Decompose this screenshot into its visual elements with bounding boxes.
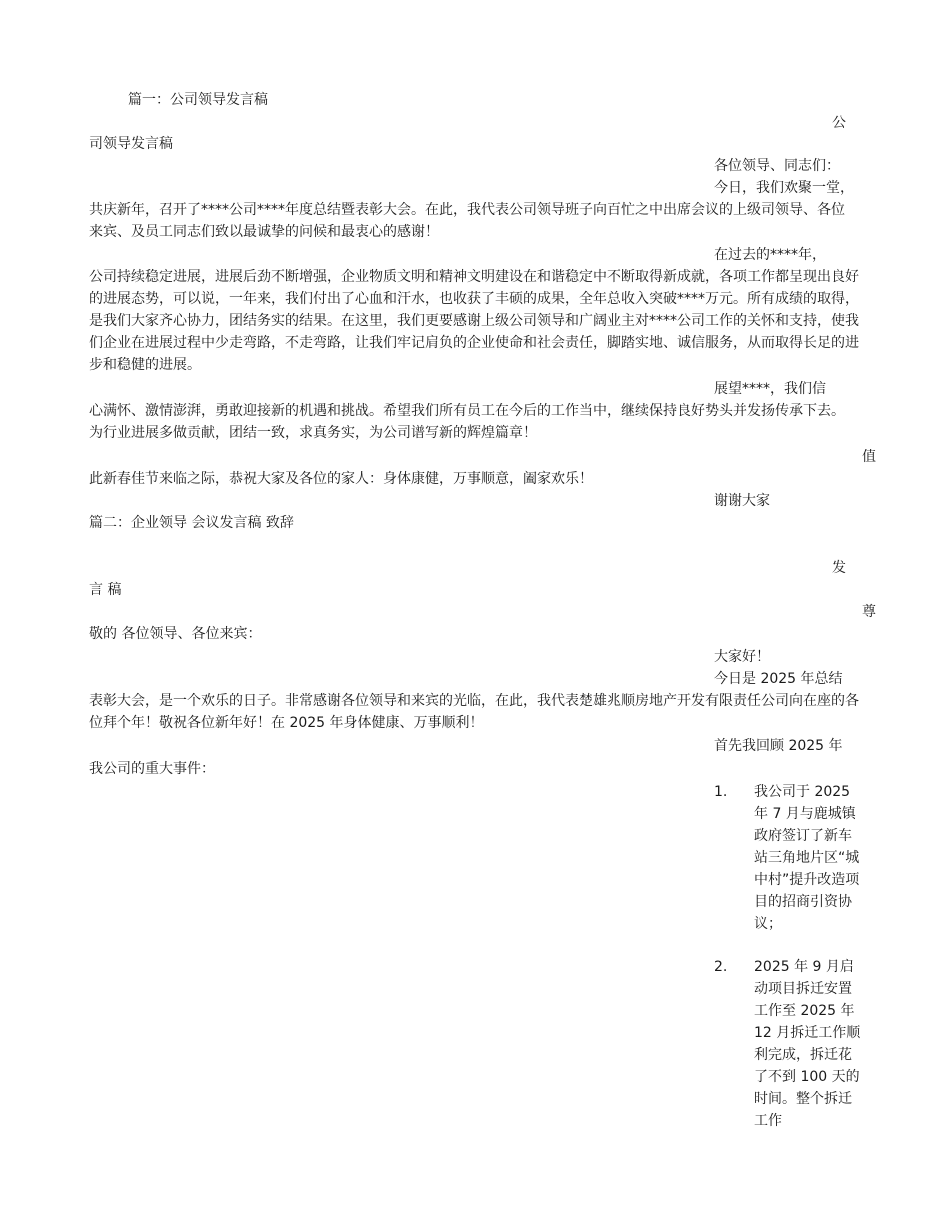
section2-title: 篇二：企业领导 会议发言稿 致辞 [89, 515, 294, 531]
section1-salutation: 各位领导、同志们： [714, 158, 840, 174]
section1-p1-start: 今日，我们欢聚一堂， [714, 180, 854, 196]
section1-p3-body: 心满怀、激情澎湃，勇敢迎接新的机遇和挑战。希望我们所有员工在今后的工作当中，继续保持良好势头并发扬传承下去。为行业进展多做贡献，团结一致，求真务实，为公司谱写新的辉煌篇章！ [89, 403, 845, 441]
list-item-number: 1. [714, 784, 728, 800]
section1-p4-start: 值 [862, 449, 876, 465]
section1-p3-start: 展望****，我们信 [714, 381, 826, 397]
section1-heading-part2: 司领导发言稿 [89, 136, 173, 152]
section1-p1-body: 共庆新年，召开了****公司****年度总结暨表彰大会。在此，我代表公司领导班子向百忙之中出席会议的上级司领导、各位来宾、及员工同志们致以最诚挚的问候和最衷心的感谢！ [89, 202, 845, 240]
section2-salutation-part1: 尊 [862, 604, 876, 620]
section2-greeting: 大家好！ [714, 649, 770, 665]
section1-p4-body: 此新春佳节来临之际，恭祝大家及各位的家人：身体康健，万事顺意，阖家欢乐！ [89, 471, 593, 487]
section2-salutation-part2: 敬的 各位领导、各位来宾： [89, 626, 262, 642]
list-item-number: 2. [714, 959, 728, 975]
section2-p1-start: 今日是 2025 年总结 [714, 671, 843, 687]
section1-title: 篇一：公司领导发言稿 [128, 92, 268, 108]
section2-p2-body: 我公司的重大事件： [89, 761, 215, 777]
section2-p2-start: 首先我回顾 2025 年 [714, 738, 843, 754]
section1-heading-part1: 公 [832, 115, 846, 131]
section2-heading-part1: 发 [832, 560, 846, 576]
section1-thanks: 谢谢大家 [714, 493, 770, 509]
list-item-text: 我公司于 2025 年 7 月与鹿城镇政府签订了新车站三角地片区“城中村”提升改造项目的招商引资协议； [754, 784, 860, 932]
section1-p2-start: 在过去的****年， [714, 247, 826, 263]
section2-p1-body: 表彰大会，是一个欢乐的日子。非常感谢各位领导和来宾的光临，在此，我代表楚雄兆顺房地产开发有限责任公司向在座的各位拜个年！敬祝各位新年好！在 2025 年身体健康、万事顺利！ [89, 693, 859, 731]
list-item-text: 2025 年 9 月启动项目拆迁安置工作至 2025 年 12 月拆迁工作顺利完成，拆迁花了不到 100 天的时间。整个拆迁工作 [754, 959, 861, 1129]
section1-p2-body: 公司持续稳定进展，进展后劲不断增强，企业物质文明和精神文明建设在和谐稳定中不断取得新成就，各项工作都呈现出良好的进展态势，可以说，一年来，我们付出了心血和汗水，也收获了丰硕的成果，全年总收入突破****万元。所有成绩的取得，是我们大家齐心协力，团结务实的结果。在这里，我们更要感谢上级公司领导和广阔业主对****公司工作的关怀和支持，使我们企业在进展过程中少走弯路，不走弯路，让我们牢记肩负的企业使命和社会责任，脚踏实地、诚信服务，从而取得长足的进步和稳健的进展。 [89, 269, 859, 373]
section2-heading-part2: 言 稿 [89, 582, 122, 598]
